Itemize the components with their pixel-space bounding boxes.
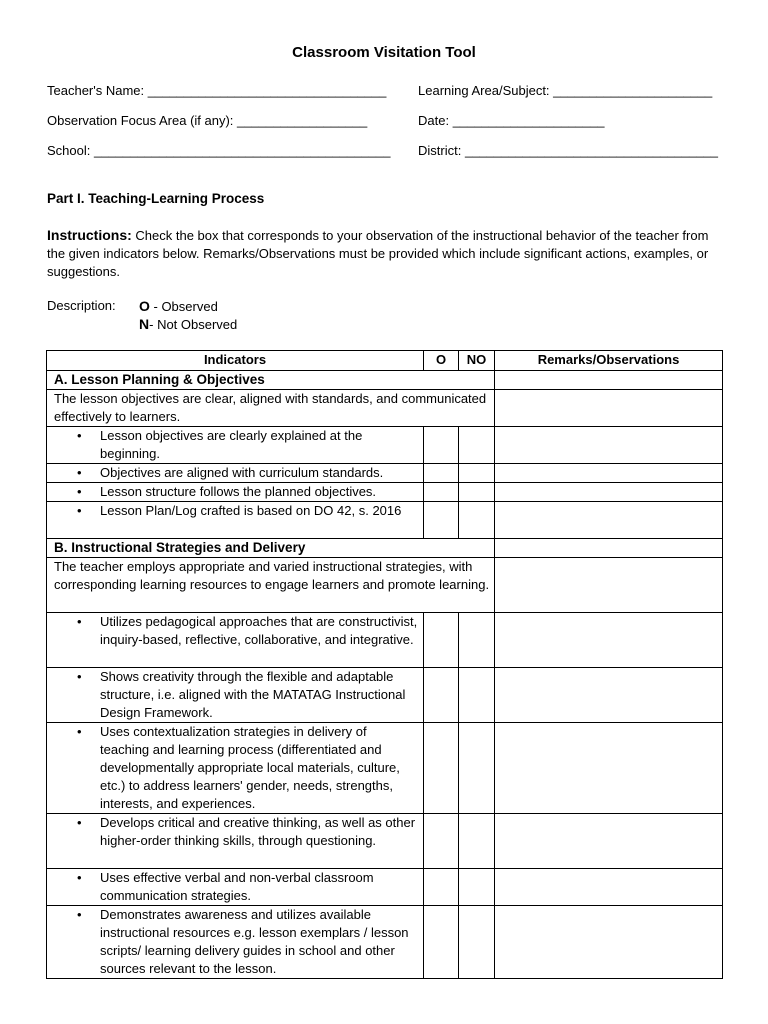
observed-checkbox-cell[interactable] [424,723,459,814]
remarks-cell[interactable] [495,668,723,723]
instructions-label: Instructions: [47,227,132,243]
not-observed-code: N [139,316,150,332]
indicator-cell [47,464,424,483]
table-row [47,464,723,483]
observed-checkbox-cell[interactable] [424,464,459,483]
bullet-icon: • [77,870,82,885]
not-observed-checkbox-cell[interactable] [459,427,495,464]
observed-checkbox-cell[interactable] [424,814,459,869]
bullet-icon: • [77,815,82,830]
indicator-cell [47,668,424,723]
observed-checkbox-cell[interactable] [424,869,459,906]
section-title: A. Lesson Planning & Objectives [47,371,495,390]
indicator-cell [47,814,424,869]
observed-checkbox-cell[interactable] [424,502,459,539]
section-row [47,371,723,390]
indicator-cell [47,723,424,814]
section-description: The lesson objectives are clear, aligned with standards, and communicated effectively to learners. [47,390,495,427]
header-remarks: Remarks/Observations [495,351,723,371]
date-field[interactable] [418,113,605,128]
indicator-text: Utilizes pedagogical approaches that are constructivist, inquiry-based, reflective, collaborative, and integrative. [100,614,418,647]
bullet-icon: • [77,465,82,480]
instructions-text: Check the box that corresponds to your observation of the instructional behavior of the teacher from the given indicators below. Remarks/Observations must be provided which include significant actions, examples, or suggestions. [47,228,709,279]
not-observed-checkbox-cell[interactable] [459,502,495,539]
table-row [47,613,723,668]
observed-checkbox-cell[interactable] [424,427,459,464]
not-observed-checkbox-cell[interactable] [459,869,495,906]
part-heading: Part I. Teaching-Learning Process [47,191,265,206]
table-row [47,814,723,869]
school-line[interactable]: _________________________________________ [94,143,391,158]
learning-area-field[interactable] [418,83,712,98]
school-field[interactable] [47,143,390,158]
bullet-icon: • [77,428,82,443]
indicator-text: Uses contextualization strategies in delivery of teaching and learning process (differentiated and developmentally appropriate local materials, culture, etc.) to address learners' gender, needs, strengths, interests, and experiences. [100,724,400,811]
learning-area-label: Learning Area/Subject: [418,83,550,98]
not-observed-checkbox-cell[interactable] [459,906,495,979]
table-row [47,668,723,723]
indicator-cell [47,502,424,539]
district-line[interactable]: ___________________________________ [464,143,719,158]
teacher-name-label: Teacher's Name: [47,83,145,98]
indicator-cell [47,906,424,979]
indicator-text: Shows creativity through the flexible and adaptable structure, i.e. aligned with the MATATAG Instructional Design Framework. [100,669,406,720]
indicator-text: Lesson objectives are clearly explained at the beginning. [100,428,363,461]
not-observed-checkbox-cell[interactable] [459,483,495,502]
indicator-cell [47,869,424,906]
remarks-cell[interactable] [495,483,723,502]
table-row [47,502,723,539]
indicator-text: Objectives are aligned with curriculum standards. [100,465,384,480]
focus-area-line[interactable]: __________________ [237,113,368,128]
not-observed-checkbox-cell[interactable] [459,668,495,723]
indicators-table [46,350,723,979]
indicator-cell [47,613,424,668]
not-observed-text: - Not Observed [149,317,238,332]
remarks-cell[interactable] [495,427,723,464]
observed-checkbox-cell[interactable] [424,668,459,723]
indicator-cell [47,427,424,464]
bullet-icon: • [77,669,82,684]
header-indicators: Indicators [47,351,424,371]
remarks-cell[interactable] [495,613,723,668]
remarks-cell[interactable] [495,464,723,483]
header-not-observed: NO [459,351,495,371]
section-description-row [47,558,723,613]
indicator-cell [47,483,424,502]
not-observed-checkbox-cell[interactable] [459,814,495,869]
bullet-icon: • [77,907,82,922]
date-label: Date: [418,113,450,128]
remarks-cell[interactable] [495,502,723,539]
observed-checkbox-cell[interactable] [424,613,459,668]
table-row [47,483,723,502]
section-remarks-cell[interactable] [495,371,723,390]
remarks-cell[interactable] [495,723,723,814]
description-remarks-cell[interactable] [495,390,723,427]
table-header-row [47,351,723,371]
district-field[interactable] [418,143,718,158]
legend-not-observed [139,316,237,332]
table-row [47,427,723,464]
observed-text: - Observed [149,299,218,314]
bullet-icon: • [77,614,82,629]
remarks-cell[interactable] [495,906,723,979]
bullet-icon: • [77,503,82,518]
not-observed-checkbox-cell[interactable] [459,613,495,668]
section-title: B. Instructional Strategies and Delivery [47,539,495,558]
observed-checkbox-cell[interactable] [424,906,459,979]
section-remarks-cell[interactable] [495,539,723,558]
section-description-row [47,390,723,427]
focus-area-field[interactable] [47,113,367,128]
observed-checkbox-cell[interactable] [424,483,459,502]
date-line[interactable]: _____________________ [452,113,605,128]
bullet-icon: • [77,724,82,739]
teacher-name-field[interactable] [47,83,386,98]
learning-area-line[interactable]: ______________________ [553,83,713,98]
description-label: Description: [47,298,116,313]
table-row [47,906,723,979]
district-label: District: [418,143,462,158]
table-body [47,371,723,979]
teacher-name-line[interactable]: _________________________________ [147,83,387,98]
table-row [47,723,723,814]
legend-observed [139,298,218,314]
indicator-text: Demonstrates awareness and utilizes available instructional resources e.g. lesson exemplars / lesson scripts/ learning delivery guides in school and other sources relevant to the lesson. [100,907,409,976]
remarks-cell[interactable] [495,869,723,906]
page-title: Classroom Visitation Tool [292,44,476,61]
indicator-text: Lesson Plan/Log crafted is based on DO 42, s. 2016 [100,503,402,518]
table-row [47,869,723,906]
description-remarks-cell[interactable] [495,558,723,613]
indicator-text: Uses effective verbal and non-verbal classroom communication strategies. [100,870,374,903]
not-observed-checkbox-cell[interactable] [459,723,495,814]
observed-code: O [139,298,150,314]
instructions [47,226,727,281]
indicator-text: Lesson structure follows the planned objectives. [100,484,377,499]
focus-area-label: Observation Focus Area (if any): [47,113,234,128]
bullet-icon: • [77,484,82,499]
header-observed: O [424,351,459,371]
not-observed-checkbox-cell[interactable] [459,464,495,483]
section-row [47,539,723,558]
section-description: The teacher employs appropriate and varied instructional strategies, with corresponding learning resources to engage learners and promote learning. [47,558,495,613]
indicator-text: Develops critical and creative thinking, as well as other higher-order thinking skills, through questioning. [100,815,416,848]
school-label: School: [47,143,91,158]
remarks-cell[interactable] [495,814,723,869]
